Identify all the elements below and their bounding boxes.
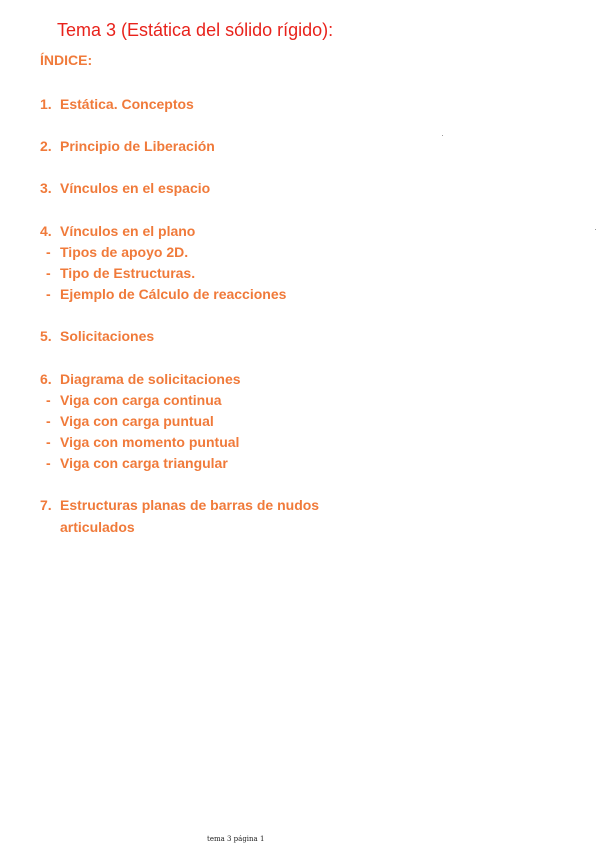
toc-subitem-dash: -: [46, 286, 51, 302]
toc-item-number: 6.: [40, 371, 52, 387]
toc-subitem-dash: -: [46, 392, 51, 408]
toc-subitem-text: Viga con carga puntual: [60, 413, 214, 429]
toc-subitem-text: Tipo de Estructuras.: [60, 265, 196, 281]
toc-subitem-dash: -: [46, 244, 51, 260]
toc-item-text: Vínculos en el espacio: [60, 180, 211, 196]
toc-item-text: Diagrama de solicitaciones: [60, 371, 241, 387]
toc-item-text: Estructuras planas de barras de nudos: [60, 497, 320, 513]
toc-item-text-continuation: articulados: [60, 519, 135, 535]
toc-item-number: 2.: [40, 138, 52, 154]
toc-item-number: 5.: [40, 328, 52, 344]
toc-subitem-text: Viga con carga triangular: [60, 455, 228, 471]
toc-item-text: Solicitaciones: [60, 328, 155, 344]
page-title: Tema 3 (Estática del sólido rígido):: [57, 20, 334, 40]
toc-item-text: Estática. Conceptos: [60, 96, 194, 112]
toc-item-number: 7.: [40, 497, 52, 513]
toc-subitem-text: Tipos de apoyo 2D.: [60, 244, 189, 260]
toc-item-text: Vínculos en el plano: [60, 223, 196, 239]
toc-item-number: 3.: [40, 180, 52, 196]
toc-item-text: Principio de Liberación: [60, 138, 215, 154]
toc-subitem-dash: -: [46, 413, 51, 429]
toc-subitem-text: Viga con momento puntual: [60, 434, 240, 450]
index-heading: ÍNDICE:: [40, 52, 93, 68]
page-footer: tema 3 página 1: [207, 835, 265, 843]
toc-subitem-dash: -: [46, 265, 51, 281]
toc-subitem-text: Viga con carga continua: [60, 392, 222, 408]
toc-subitem-dash: -: [46, 434, 51, 450]
scan-speck: [595, 229, 596, 230]
toc-item-number: 4.: [40, 223, 52, 239]
toc-subitem-dash: -: [46, 455, 51, 471]
scan-speck: [442, 135, 443, 136]
toc-item-number: 1.: [40, 96, 52, 112]
toc-subitem-text: Ejemplo de Cálculo de reacciones: [60, 286, 287, 302]
